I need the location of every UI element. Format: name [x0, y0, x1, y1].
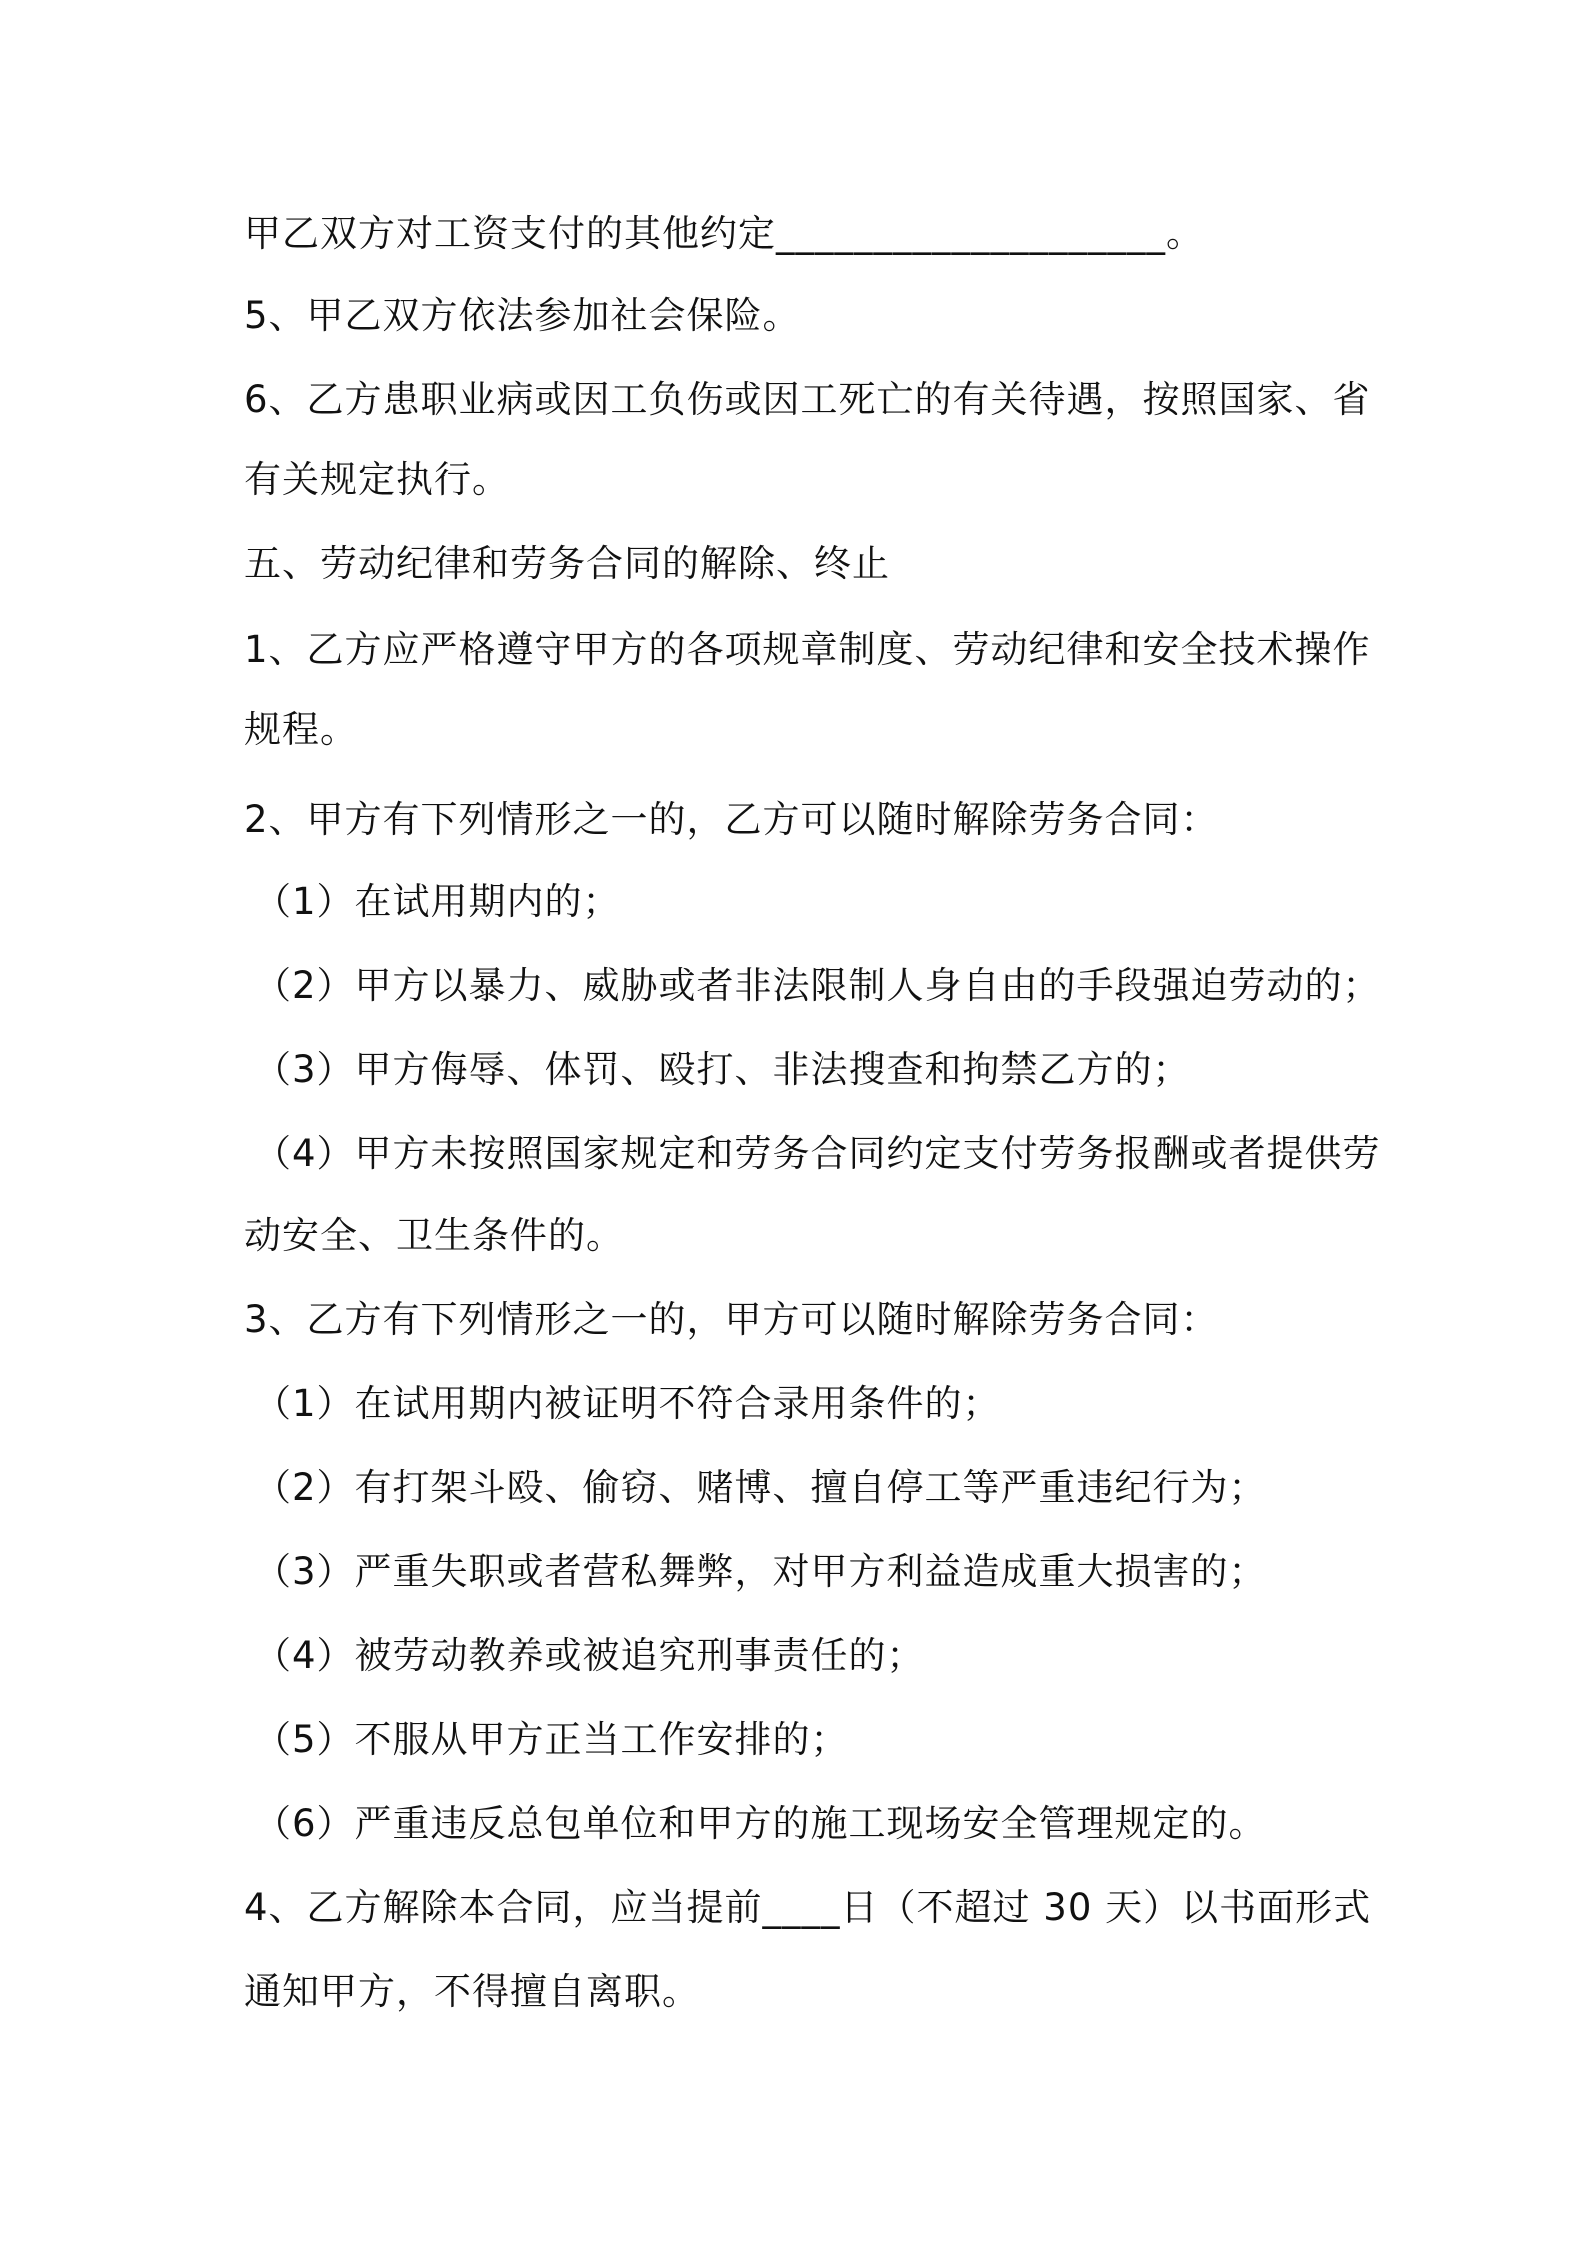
- list-item-a5: （5）不服从甲方正当工作安排的；: [254, 1718, 849, 1761]
- text-line-rules-cont: 规程。: [244, 708, 358, 751]
- list-item-a2: （2）有打架斗殴、偷窃、赌博、擅自停工等严重违纪行为；: [254, 1466, 1267, 1509]
- section-heading-discipline: 五、劳动纪律和劳务合同的解除、终止: [244, 542, 890, 585]
- list-item-b3: （3）甲方侮辱、体罚、殴打、非法搜查和拘禁乙方的；: [254, 1048, 1191, 1091]
- list-item-b4-cont: 动安全、卫生条件的。: [244, 1214, 624, 1257]
- text-line-wage-agreement: 甲乙双方对工资支付的其他约定____________________。: [244, 212, 1204, 255]
- list-item-a4: （4）被劳动教养或被追究刑事责任的；: [254, 1634, 925, 1677]
- text-line-social-insurance: 5、甲乙双方依法参加社会保险。: [244, 294, 801, 337]
- text-line-party-a-terminate: 3、乙方有下列情形之一的，甲方可以随时解除劳务合同：: [244, 1298, 1219, 1341]
- text-line-rules: 1、乙方应严格遵守甲方的各项规章制度、劳动纪律和安全技术操作: [244, 628, 1371, 671]
- text-line-occupational-injury: 6、乙方患职业病或因工负伤或因工死亡的有关待遇，按照国家、省: [244, 378, 1371, 421]
- list-item-b1: （1）在试用期内的；: [254, 880, 621, 923]
- text-line-party-b-terminate: 2、甲方有下列情形之一的，乙方可以随时解除劳务合同：: [244, 798, 1219, 841]
- list-item-a3: （3）严重失职或者营私舞弊，对甲方利益造成重大损害的；: [254, 1550, 1267, 1593]
- list-item-a6: （6）严重违反总包单位和甲方的施工现场安全管理规定的。: [254, 1802, 1267, 1845]
- list-item-a1: （1）在试用期内被证明不符合录用条件的；: [254, 1382, 1001, 1425]
- text-line-occupational-injury-cont: 有关规定执行。: [244, 458, 510, 501]
- text-line-notice-period: 4、乙方解除本合同，应当提前____日（不超过 30 天）以书面形式: [244, 1886, 1372, 1929]
- list-item-b2: （2）甲方以暴力、威胁或者非法限制人身自由的手段强迫劳动的；: [254, 964, 1381, 1007]
- list-item-b4: （4）甲方未按照国家规定和劳务合同约定支付劳务报酬或者提供劳: [254, 1132, 1381, 1175]
- text-line-notice-period-cont: 通知甲方，不得擅自离职。: [244, 1970, 700, 2013]
